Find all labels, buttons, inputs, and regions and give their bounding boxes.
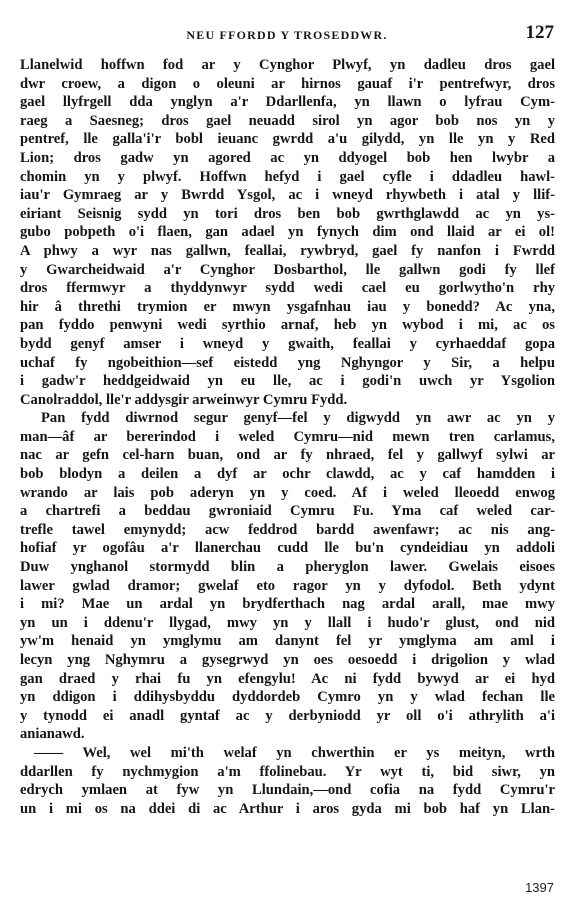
text-line: Llanelwid hoffwn fod ar y Cynghor Plwyf, yn dadleu dros gael [20,57,555,73]
running-head-title: NEU FFORDD Y TROSEDDWR. [186,28,388,42]
text-line: i mi? Mae un ardal yn brydferthach nag ardal arall, mae mwy [20,596,555,613]
text-line: lecyn yng Nghymru a gysegrwyd yn oes oesoedd i drigolion y wlad [20,652,555,668]
text-line: hofiaf yr ogofâu a'r llanerchau cudd lle bu'n cyndeidiau yn addoli [20,540,555,557]
text-line: y Gwarcheidwaid a'r Cynghor Dosbarthol, lle gallwn godi fy llef [20,261,555,278]
text-line: raeg a Saesneg; dros gael neuadd sirol yn agor bob nos yn y [20,112,555,129]
text-line: trefle tawel emynydd; acw feddrod bardd awenfawr; ac nis ang- [20,521,555,538]
text-line: iau'r Gymraeg ar y Bwrdd Ysgol, ac i wneyd rhywbeth i atal y llif- [20,187,555,204]
text-line: bydd genyf amser i wneyd y gwaith, feallai y cyrhaeddaf gopa [20,335,555,352]
text-line: chomin yn y plwyf. Hoffwn hefyd i gael cyfle i ddadleu hawl- [20,168,555,185]
text-line: gan draed y rhai fu yn efengylu! Ac ni fydd bywyd ar ei hyd [20,670,555,687]
text-line: bob blodyn a deilen a dyf ar ochr clawdd, ac y caf hamdden i [20,466,555,483]
text-line: man—âf ar bererindod i weled Cymru—nid mewn tren carlamus, [20,428,555,445]
text-line: anianawd. [20,726,85,743]
text-line: edrych ymlaen at fyw yn Llundain,—ond cofia na fydd Cymru'r [20,782,555,799]
text-line: pan fyddo penwyni wedi syrthio arnaf, heb yn wybod i mi, ac os [20,317,555,334]
text-line: un i mi os na ddei di ac Arthur i aros gyda mi bob haf yn Llan- [20,800,555,817]
text-line: hir â threthi trymion er mwyn ysgafnhau iau y bonedd? Ac yna, [20,298,555,315]
text-line: dros ffermwyr a thyddynwyr sydd wedi cael eu gorlwytho'n rhy [20,280,555,297]
footer-number: 1397 [525,880,554,895]
text-line: gubo pobpeth o'i flaen, gan adael yn fynych dim ond llaid ar ei ol! [20,224,555,241]
text-line: Lion; dros gadw yn agored ac yn ddyogel bob hen lwybr a [20,149,555,166]
text-line: y tynodd ei anadl gyntaf ac y derbyniodd yr oll o'i athrylith a'i [20,707,555,724]
text-line: i gadw'r heddgeidwaid yn eu lle, ac i godi'n uwch yr Ysgolion [20,373,555,390]
text-line: nac ar gefn cel-harn buan, ond ar fy nhraed, fel y gallwyf sylwi ar [20,447,555,464]
text-line: yn un i ddenu'r llygad, mwy yn y llall i hudo'r glust, ond nid [20,614,555,631]
text-line: Pan fydd diwrnod segur genyf—fel y digwydd yn awr ac yn y [41,410,555,427]
text-line: wrando ar lais pob aderyn yn y coed. Af i weled lleoedd enwog [20,484,555,501]
text-line: —— Wel, wel mi'th welaf yn chwerthin er ys meityn, wrth [34,744,555,761]
text-line: ddarllen fy nychmygion a'm ffolinebau. Yr wyt ti, bid siwr, yn [20,763,555,780]
page-number: 127 [525,22,554,43]
text-line: uchaf fy ngobeithion—sef eistedd yng Nghyngor y Sir, a helpu [20,354,555,371]
text-line: yn ddigon i ddihysbyddu dyddordeb Cymro yn y wlad fechan lle [20,689,555,706]
text-line: Canolraddol, lle'r addysgir arweinwyr Cymru Fydd. [20,391,348,408]
text-line: Duw ynghanol stormydd blin a pheryglon lawer. Gwelais eisoes [20,559,555,576]
text-line: eiriant Seisnig sydd yn tori dros ben bob gwrthglawdd ac yn ys- [20,205,555,222]
text-line: gael llyfrgell dda ynglyn a'r Ddarllenfa, yn llawn o lyfrau Cym- [20,94,555,111]
text-line: yw'm henaid yn ymglymu am danynt fel yr ymglyma am aml i [20,633,555,650]
text-line: pentref, lle galla'i'r bobl ieuanc gwrdd a'u gilydd, yn lle yn y Red [20,131,555,148]
body-text [20,56,555,818]
text-line: dwr croew, a digon o oleuni ar hirnos gauaf i'r pentrefwyr, dros [20,75,555,92]
text-line: A phwy a wyr nas gallwn, feallai, rywbryd, gael fy nanfon i Fwrdd [20,242,555,259]
text-line: a chartrefi a beddau gwroniaid Cymru Fu. Yma caf weled car- [20,503,555,520]
text-line: lawer gwlad dramor; gwelaf eto ragor yn y dyfodol. Beth ydynt [20,577,555,594]
running-head [20,24,554,44]
